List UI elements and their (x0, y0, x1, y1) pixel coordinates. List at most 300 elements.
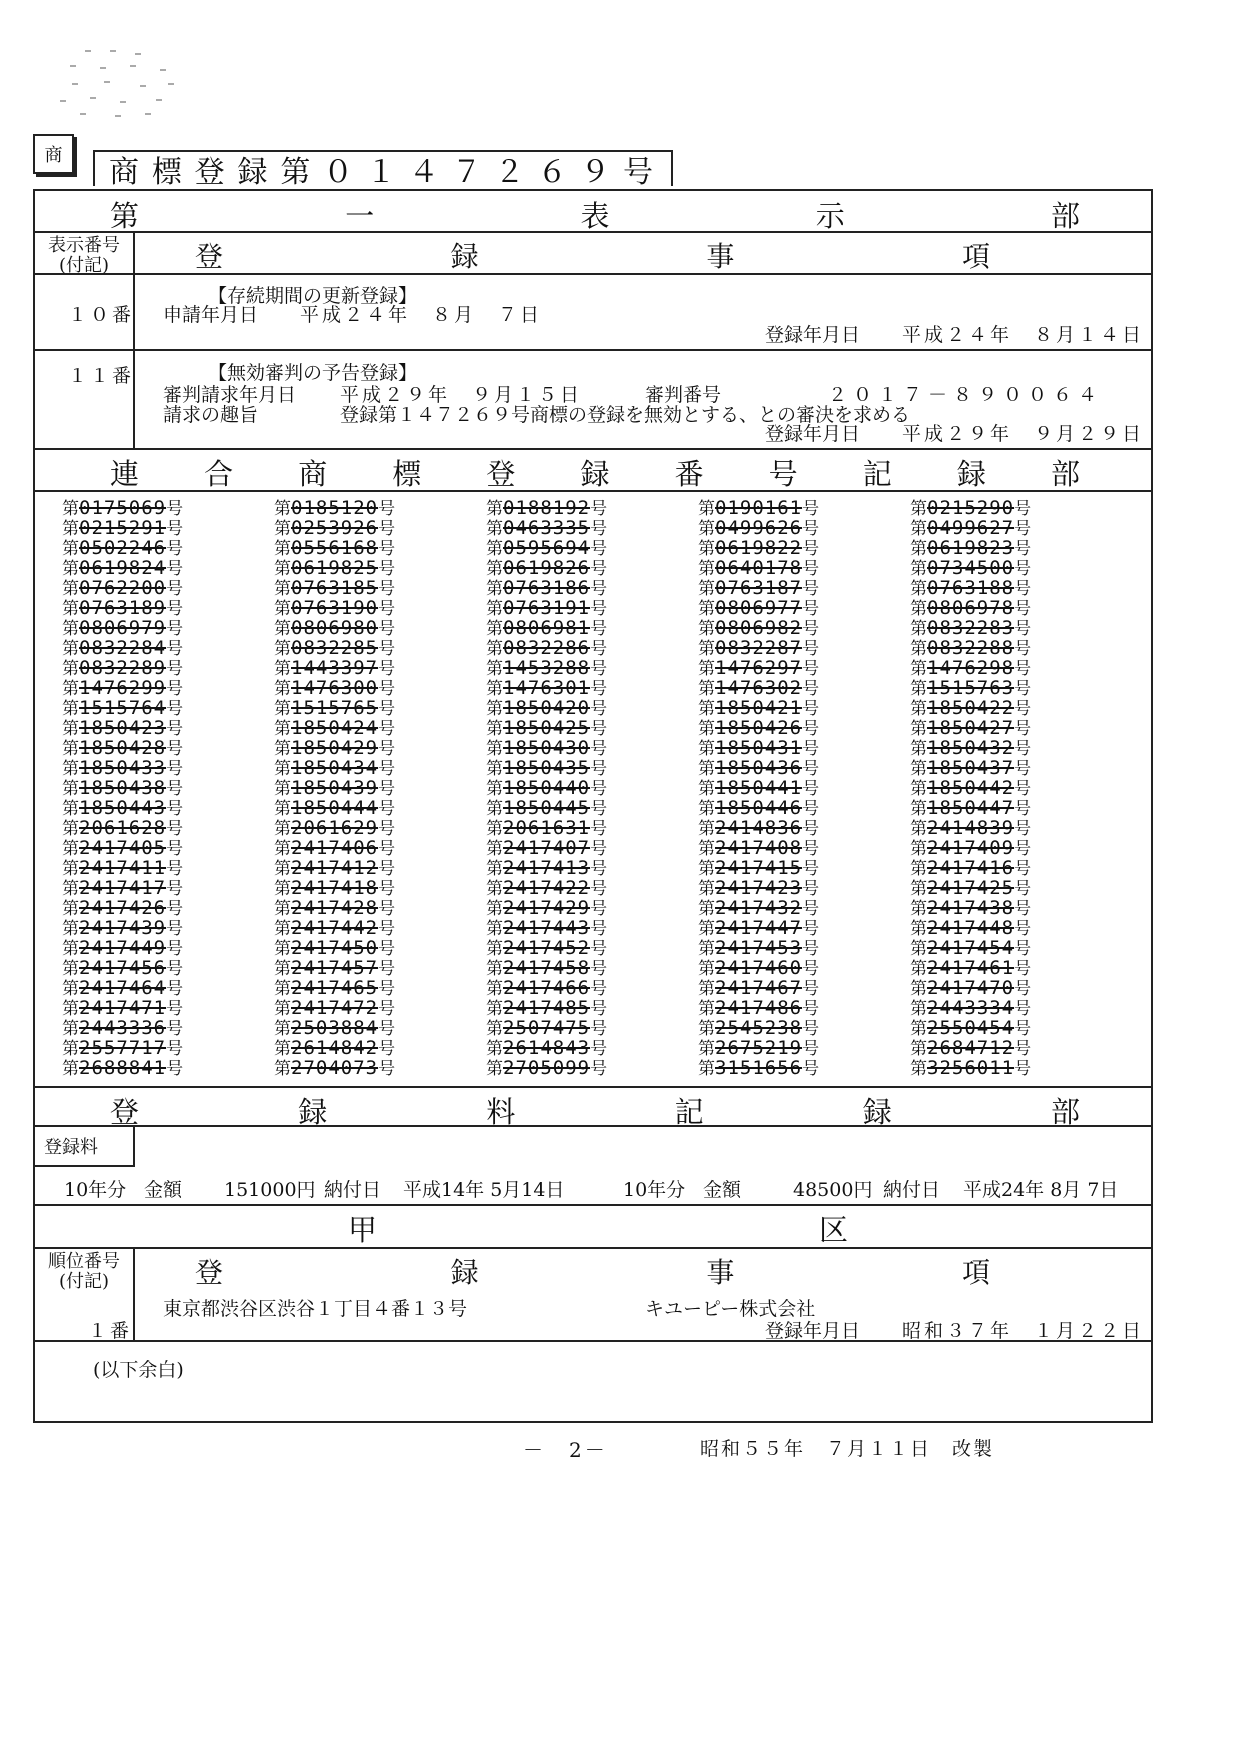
mark-number: 1850427 (927, 717, 1015, 739)
mark-suffix: 号 (166, 859, 184, 879)
associated-mark (910, 518, 1122, 538)
mark-suffix: 号 (590, 899, 608, 919)
mark-number: 0619823 (927, 537, 1015, 559)
associated-mark (62, 858, 274, 878)
mark-prefix: 第 (698, 899, 715, 919)
mark-prefix: 第 (698, 979, 715, 999)
mark-suffix: 号 (590, 639, 608, 659)
associated-mark (274, 998, 486, 1018)
mark-suffix: 号 (1014, 659, 1032, 679)
mark-prefix: 第 (698, 1019, 715, 1039)
mark-prefix: 第 (698, 559, 715, 579)
associated-mark (274, 1018, 486, 1038)
mark-suffix: 号 (590, 959, 608, 979)
mark-prefix: 第 (62, 1019, 79, 1039)
associated-mark (698, 818, 910, 838)
associated-mark (62, 918, 274, 938)
mark-suffix: 号 (802, 839, 820, 859)
mark-number: 1850438 (79, 777, 167, 799)
mark-prefix: 第 (274, 1019, 291, 1039)
associated-mark (698, 678, 910, 698)
associated-mark (274, 818, 486, 838)
mark-number: 2704073 (291, 1057, 379, 1079)
mark-suffix: 号 (590, 659, 608, 679)
associated-mark (274, 738, 486, 758)
associated-mark (274, 938, 486, 958)
mark-prefix: 第 (274, 539, 291, 559)
mark-prefix: 第 (62, 599, 79, 619)
mark-suffix: 号 (378, 739, 396, 759)
mark-prefix: 第 (274, 599, 291, 619)
mark-suffix: 号 (590, 939, 608, 959)
mark-number: 2417413 (503, 857, 591, 879)
associated-mark (274, 798, 486, 818)
mark-prefix: 第 (274, 819, 291, 839)
mark-suffix: 号 (590, 779, 608, 799)
associated-mark (274, 918, 486, 938)
mark-prefix: 第 (486, 519, 503, 539)
mark-number: 1443397 (291, 657, 379, 679)
mark-prefix: 第 (910, 1059, 927, 1079)
mark-suffix: 号 (590, 999, 608, 1019)
mark-prefix: 第 (698, 519, 715, 539)
associated-mark (274, 538, 486, 558)
mark-prefix: 第 (698, 599, 715, 619)
associated-mark (910, 538, 1122, 558)
mark-suffix: 号 (378, 599, 396, 619)
mark-number: 0463335 (503, 517, 591, 539)
mark-prefix: 第 (486, 979, 503, 999)
associated-mark (62, 1018, 274, 1038)
mark-prefix: 第 (486, 819, 503, 839)
mark-suffix: 号 (166, 879, 184, 899)
mark-number: 2414839 (927, 817, 1015, 839)
mark-number: 1515764 (79, 697, 167, 719)
mark-number: 2417450 (291, 937, 379, 959)
rule (33, 1165, 135, 1167)
mark-number: 2417425 (927, 877, 1015, 899)
associated-mark (62, 518, 274, 538)
mark-number: 2417467 (715, 977, 803, 999)
associated-mark (910, 938, 1122, 958)
heading-char: 甲 (348, 1213, 378, 1247)
mark-prefix: 第 (274, 999, 291, 1019)
mark-suffix: 号 (590, 979, 608, 999)
mark-number: 2417438 (927, 897, 1015, 919)
mark-number: 2417453 (715, 937, 803, 959)
mark-number: 2417411 (79, 857, 167, 879)
mark-number: 1476298 (927, 657, 1015, 679)
associated-mark (62, 658, 274, 678)
fee-2-amount: 48500円 (793, 1179, 873, 1201)
mark-suffix: 号 (802, 1039, 820, 1059)
mark-suffix: 号 (1014, 879, 1032, 899)
mark-suffix: 号 (802, 579, 820, 599)
mark-number: 1476300 (291, 677, 379, 699)
rule (33, 349, 1153, 351)
mark-suffix: 号 (802, 899, 820, 919)
mark-prefix: 第 (486, 639, 503, 659)
mark-suffix: 号 (802, 819, 820, 839)
mark-prefix: 第 (698, 719, 715, 739)
mark-number: 2503884 (291, 1017, 379, 1039)
heading-char: 号 (768, 457, 798, 491)
mark-prefix: 第 (486, 879, 503, 899)
mark-prefix: 第 (62, 759, 79, 779)
mark-number: 1850434 (291, 757, 379, 779)
mark-number: 1453288 (503, 657, 591, 679)
title-char: 号 (622, 155, 657, 190)
mark-prefix: 第 (62, 819, 79, 839)
associated-mark (486, 998, 698, 1018)
mark-prefix: 第 (486, 579, 503, 599)
mark-suffix: 号 (166, 559, 184, 579)
mark-number: 2550454 (927, 1017, 1015, 1039)
mark-prefix: 第 (486, 679, 503, 699)
mark-suffix: 号 (378, 979, 396, 999)
associated-mark (62, 838, 274, 858)
mark-number: 2545238 (715, 1017, 803, 1039)
mark-suffix: 号 (1014, 759, 1032, 779)
associated-mark (910, 718, 1122, 738)
rule (33, 1204, 1153, 1206)
fee-1-amount-label: 金額 (144, 1179, 183, 1201)
mark-number: 2417406 (291, 837, 379, 859)
mark-prefix: 第 (274, 1059, 291, 1079)
fee-2-period: 10年分 (623, 1179, 686, 1201)
mark-number: 2417466 (503, 977, 591, 999)
associated-mark (486, 898, 698, 918)
associated-mark (910, 1038, 1122, 1058)
mark-number: 1850442 (927, 777, 1015, 799)
associated-mark (698, 918, 910, 938)
title-char: ９ (580, 155, 615, 190)
mark-prefix: 第 (910, 1039, 927, 1059)
associated-mark (274, 718, 486, 738)
mark-suffix: 号 (378, 959, 396, 979)
mark-suffix: 号 (590, 859, 608, 879)
mark-prefix: 第 (486, 759, 503, 779)
mark-suffix: 号 (802, 699, 820, 719)
associated-mark (910, 738, 1122, 758)
heading-char: 一 (345, 199, 375, 233)
mark-prefix: 第 (910, 779, 927, 799)
associated-mark (274, 558, 486, 578)
associated-mark (910, 1018, 1122, 1038)
page-number: － 2－ (523, 1438, 608, 1462)
mark-prefix: 第 (910, 519, 927, 539)
associated-mark (486, 878, 698, 898)
mark-prefix: 第 (62, 959, 79, 979)
mark-number: 3256011 (927, 1057, 1015, 1079)
display-no-label: 表示番号 (付記) (48, 235, 120, 276)
mark-number: 0806978 (927, 597, 1015, 619)
fee-2-paid-label: 納付日 (883, 1179, 941, 1201)
mark-number: 2417448 (927, 917, 1015, 939)
mark-prefix: 第 (486, 899, 503, 919)
mark-prefix: 第 (62, 899, 79, 919)
associated-mark (62, 538, 274, 558)
associated-mark (486, 678, 698, 698)
mark-suffix: 号 (378, 639, 396, 659)
mark-prefix: 第 (274, 899, 291, 919)
mark-suffix: 号 (378, 859, 396, 879)
associated-mark (274, 618, 486, 638)
mark-prefix: 第 (698, 759, 715, 779)
title-char: ７ (451, 155, 486, 190)
mark-number: 0619826 (503, 557, 591, 579)
mark-number: 0619822 (715, 537, 803, 559)
mark-number: 1850428 (79, 737, 167, 759)
mark-suffix: 号 (1014, 639, 1032, 659)
mark-prefix: 第 (910, 919, 927, 939)
mark-prefix: 第 (274, 859, 291, 879)
mark-suffix: 号 (378, 539, 396, 559)
associated-mark (910, 578, 1122, 598)
mark-suffix: 号 (590, 539, 608, 559)
mark-suffix: 号 (378, 839, 396, 859)
mark-prefix: 第 (274, 759, 291, 779)
mark-number: 2417417 (79, 877, 167, 899)
mark-suffix: 号 (802, 919, 820, 939)
mark-number: 2417470 (927, 977, 1015, 999)
associated-mark (910, 838, 1122, 858)
column-heading-char: 事 (706, 1256, 735, 1289)
mark-suffix: 号 (1014, 919, 1032, 939)
mark-number: 2417449 (79, 937, 167, 959)
mark-number: 0619824 (79, 557, 167, 579)
assoc-section-heading (110, 452, 1080, 493)
mark-number: 2061631 (503, 817, 591, 839)
mark-prefix: 第 (274, 719, 291, 739)
mark-prefix: 第 (910, 599, 927, 619)
mark-number: 2417464 (79, 977, 167, 999)
associated-mark (62, 698, 274, 718)
rule (133, 231, 135, 349)
associated-mark (698, 1038, 910, 1058)
associated-mark (486, 858, 698, 878)
associated-mark (910, 678, 1122, 698)
mark-prefix: 第 (486, 1019, 503, 1039)
mark-suffix: 号 (1014, 739, 1032, 759)
mark-prefix: 第 (486, 559, 503, 579)
heading-char: 部 (1050, 457, 1080, 491)
mark-suffix: 号 (1014, 519, 1032, 539)
mark-prefix: 第 (62, 939, 79, 959)
mark-number: 2557717 (79, 1037, 167, 1059)
associated-mark (486, 638, 698, 658)
mark-prefix: 第 (910, 939, 927, 959)
fee-2-paid-date: 平成24年 8月 7日 (963, 1179, 1119, 1201)
mark-suffix: 号 (1014, 619, 1032, 639)
associated-mark (486, 518, 698, 538)
associated-mark (486, 598, 698, 618)
mark-prefix: 第 (910, 659, 927, 679)
mark-prefix: 第 (698, 659, 715, 679)
associated-mark (698, 638, 910, 658)
mark-number: 2417409 (927, 837, 1015, 859)
associated-marks-grid (62, 498, 1122, 1078)
mark-suffix: 号 (166, 819, 184, 839)
mark-number: 0763186 (503, 577, 591, 599)
mark-suffix: 号 (802, 999, 820, 1019)
mark-prefix: 第 (486, 699, 503, 719)
mark-number: 1850444 (291, 797, 379, 819)
column-heading-char: 登 (195, 1256, 224, 1289)
mark-suffix: 号 (802, 499, 820, 519)
associated-mark (62, 938, 274, 958)
mark-prefix: 第 (486, 619, 503, 639)
mark-number: 1850447 (927, 797, 1015, 819)
mark-suffix: 号 (166, 659, 184, 679)
column-heading-char: 登 (195, 240, 224, 273)
associated-mark (698, 958, 910, 978)
mark-prefix: 第 (62, 559, 79, 579)
title-char: ０ (323, 155, 358, 190)
associated-mark (910, 798, 1122, 818)
mark-suffix: 号 (1014, 539, 1032, 559)
mark-suffix: 号 (166, 799, 184, 819)
mark-number: 2417429 (503, 897, 591, 919)
kou-column-heading (195, 1251, 990, 1291)
mark-suffix: 号 (378, 1019, 396, 1039)
mark-number: 2417416 (927, 857, 1015, 879)
associated-mark (698, 598, 910, 618)
mark-prefix: 第 (274, 779, 291, 799)
mark-number: 2061628 (79, 817, 167, 839)
mark-number: 0595694 (503, 537, 591, 559)
associated-mark (62, 598, 274, 618)
associated-mark (62, 578, 274, 598)
mark-prefix: 第 (910, 539, 927, 559)
mark-suffix: 号 (1014, 499, 1032, 519)
mark-number: 0190161 (715, 497, 803, 519)
heading-char: 録 (862, 1095, 892, 1129)
mark-number: 2675219 (715, 1037, 803, 1059)
heading-char: 記 (674, 1095, 704, 1129)
mark-prefix: 第 (274, 699, 291, 719)
mark-suffix: 号 (378, 799, 396, 819)
mark-prefix: 第 (486, 599, 503, 619)
mark-prefix: 第 (62, 779, 79, 799)
associated-mark (698, 1058, 910, 1078)
mark-number: 3151656 (715, 1057, 803, 1079)
mark-number: 2705099 (503, 1057, 591, 1079)
heading-char: 録 (580, 457, 610, 491)
mark-suffix: 号 (802, 739, 820, 759)
mark-suffix: 号 (1014, 559, 1032, 579)
mark-prefix: 第 (62, 639, 79, 659)
owner-name: キユーピー株式会社 (645, 1298, 816, 1320)
associated-mark (62, 678, 274, 698)
entry-11-trial-label: 審判番号 (645, 384, 722, 406)
mark-suffix: 号 (802, 1059, 820, 1079)
heading-char: 合 (204, 457, 234, 491)
mark-prefix: 第 (698, 499, 715, 519)
entry-10-app-date: 平成２４年 ８月 ７日 (300, 304, 543, 326)
title-char: 商 (109, 155, 143, 190)
mark-suffix: 号 (802, 559, 820, 579)
associated-mark (274, 858, 486, 878)
mark-suffix: 号 (590, 879, 608, 899)
heading-char: 第 (110, 199, 140, 233)
mark-prefix: 第 (698, 699, 715, 719)
mark-suffix: 号 (378, 719, 396, 739)
mark-suffix: 号 (1014, 1059, 1032, 1079)
mark-prefix: 第 (62, 519, 79, 539)
associated-mark (698, 498, 910, 518)
entry-11-req-date: 平成２９年 ９月１５日 (340, 384, 583, 406)
mark-number: 0806982 (715, 617, 803, 639)
mark-number: 1850429 (291, 737, 379, 759)
mark-number: 2417412 (291, 857, 379, 879)
associated-mark (62, 1058, 274, 1078)
mark-suffix: 号 (590, 1019, 608, 1039)
entry-10-reg-label: 登録年月日 (765, 324, 861, 346)
mark-suffix: 号 (802, 879, 820, 899)
entry-11-title: 【無効審判の予告登録】 (208, 362, 418, 384)
mark-suffix: 号 (802, 519, 820, 539)
mark-prefix: 第 (274, 519, 291, 539)
mark-prefix: 第 (62, 859, 79, 879)
entry-11-no: １１番 (68, 365, 135, 387)
title-char: 第 (280, 155, 315, 190)
mark-suffix: 号 (802, 639, 820, 659)
associated-mark (486, 618, 698, 638)
mark-suffix: 号 (378, 899, 396, 919)
mark-number: 2507475 (503, 1017, 591, 1039)
rule (33, 448, 1153, 450)
associated-mark (910, 698, 1122, 718)
heading-char: 表 (580, 199, 610, 233)
mark-number: 2417460 (715, 957, 803, 979)
rule (133, 1247, 135, 1340)
mark-number: 0215291 (79, 517, 167, 539)
associated-mark (274, 698, 486, 718)
entry-11-purpose-label: 請求の趣旨 (163, 404, 259, 426)
mark-prefix: 第 (274, 839, 291, 859)
mark-number: 2417428 (291, 897, 379, 919)
mark-suffix: 号 (1014, 599, 1032, 619)
kou-reg-label: 登録年月日 (765, 1320, 861, 1342)
mark-number: 2417418 (291, 877, 379, 899)
mark-number: 2417457 (291, 957, 379, 979)
associated-mark (698, 698, 910, 718)
title-char: ６ (537, 155, 572, 190)
associated-mark (274, 838, 486, 858)
mark-suffix: 号 (802, 1019, 820, 1039)
associated-mark (698, 518, 910, 538)
mark-number: 0806979 (79, 617, 167, 639)
associated-mark (62, 818, 274, 838)
mark-prefix: 第 (62, 979, 79, 999)
associated-mark (698, 1018, 910, 1038)
associated-mark (698, 578, 910, 598)
mark-prefix: 第 (910, 739, 927, 759)
mark-number: 0763191 (503, 597, 591, 619)
mark-number: 1476299 (79, 677, 167, 699)
associated-mark (910, 498, 1122, 518)
title-char: ４ (408, 155, 443, 190)
mark-number: 1515765 (291, 697, 379, 719)
associated-mark (62, 778, 274, 798)
mark-suffix: 号 (378, 559, 396, 579)
rank-no-label: 順位番号 (付記) (48, 1251, 120, 1292)
mark-number: 0806980 (291, 617, 379, 639)
associated-mark (486, 698, 698, 718)
display-column-heading (195, 235, 990, 275)
mark-number: 0832283 (927, 617, 1015, 639)
